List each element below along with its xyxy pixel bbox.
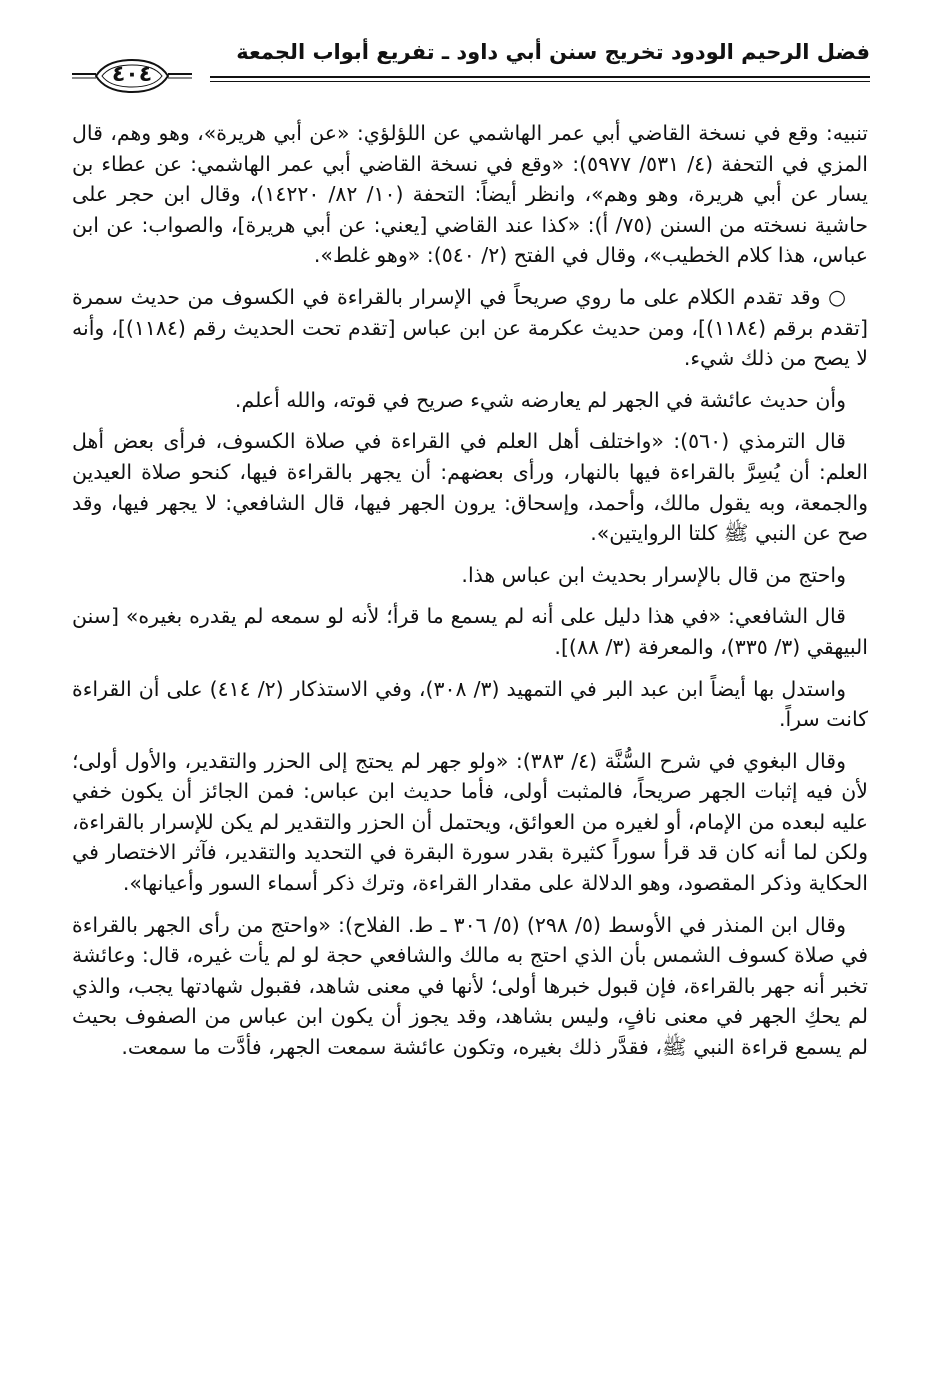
paragraph: وقال البغوي في شرح السُّنَّة (٤/ ٣٨٣): «ولو جهر لم يحتج إلى الحزر والتقدير، والأول أولى؛ لأن فيه إثبات الجهر صريحاً، فالمثبت أولى، فأما حديث ابن عباس: فمن الجائز أن يكون خفي عليه لبعده من الإمام، أو لغيره من العوائق، ويحتمل أن الحزر والتقدير لم يكن للإسرار بالقراءة، ولكن لما أنه كان قد قرأ سوراً كثيرة بقدر سورة البقرة في التحديد والتقدير، فآثر الاختصار في الحكاية وذكر المقصود، وهو الدلالة على مقدار القراءة، وترك ذكر أسماء السور وأعيانها». — [72, 748, 868, 896]
page-header — [72, 40, 870, 100]
page-number: ٤٠٤ — [111, 62, 153, 87]
paragraph: وأن حديث عائشة في الجهر لم يعارضه شيء صريح في قوته، والله أعلم. — [234, 387, 846, 412]
paragraph: تنبيه: وقع في نسخة القاضي أبي عمر الهاشمي عن اللؤلؤي: «عن أبي هريرة»، وهو وهم، قال المزي في التحفة (٤/ ٥٣١/ ٥٩٧٧): «وقع في نسخة القاضي أبي عمر الهاشمي: عن عطاء بن يسار عن أبي هريرة، وهو وهم»، وانظر أيضاً: التحفة (١٠/ ٨٢/ ١٤٢٢٠)، وقال ابن حجر على حاشية نسخته من السنن (٧٥/ أ): «كذا عند القاضي [يعني: عن أبي هريرة]، والصواب: عن ابن عباس، هذا كلام الخطيب»، وقال في الفتح (٢/ ٥٤٠): «وهو غلط». — [72, 121, 869, 268]
header-rule — [210, 76, 870, 78]
paragraph: قال الشافعي: «في هذا دليل على أنه لم يسمع ما قرأ؛ لأنه لو سمعه لم يقدره بغيره» [سنن البيهقي (٣/ ٣٣٥)، والمعرفة (٣/ ٨٨)]. — [72, 604, 868, 659]
paragraph: واستدل بها أيضاً ابن عبد البر في التمهيد (٣/ ٣٠٨)، وفي الاستذكار (٢/ ٤١٤) على أن القراءة كانت سراً. — [72, 676, 868, 732]
paragraph: ○ وقد تقدم الكلام على ما روي صريحاً في الإسرار بالقراءة في الكسوف من حديث سمرة [تقدم برقم (١١٨٤)]، ومن حديث عكرمة عن ابن عباس [تقدم تحت الحديث رقم (١١٨٤)]، وأنه لا يصح من ذلك شيء. — [72, 284, 868, 371]
running-title: فضل الرحيم الودود تخريج سنن أبي داود ـ تفريع أبواب الجمعة — [236, 40, 870, 64]
body-text — [72, 118, 868, 1074]
paragraph: واحتج من قال بالإسرار بحديث ابن عباس هذا. — [461, 562, 846, 587]
page-number-frame — [72, 56, 192, 96]
paragraph: وقال ابن المنذر في الأوسط (٥/ ٢٩٨) (٥/ ٣٠٦ ـ ط. الفلاح): «واحتج من رأى الجهر بالقراءة في صلاة كسوف الشمس بأن الذي احتج به مالك والشافعي حجة لو لم يأت غيره، قال: وعائشة تخبر أنه جهر بالقراءة، فإن قبول خبرها أولى؛ لأنها في معنى شاهد، فقبول شهادتها يجب، والذي لم يحكِ الجهر في معنى نافٍ، وليس بشاهد، وقد يجوز أن يكون ابن عباس من الصفوف بحيث لم يسمع قراءة النبي ﷺ، فقدَّر ذلك بغيره، وتكون عائشة سمعت الجهر، فأدَّت ما سمعت. — [72, 912, 868, 1060]
paragraph: قال الترمذي (٥٦٠): «واختلف أهل العلم في القراءة في صلاة الكسوف، فرأى بعض أهل العلم: أن يُسِرَّ بالقراءة فيها بالنهار، ورأى بعضهم: أن يجهر بالقراءة فيها، كنحو صلاة العيدين والجمعة، وبه يقول مالك، وأحمد، وإسحاق: يرون الجهر فيها، قال الشافعي: لا يجهر فيها، وقد صح عن النبي ﷺ كلتا الروايتين». — [72, 429, 868, 546]
